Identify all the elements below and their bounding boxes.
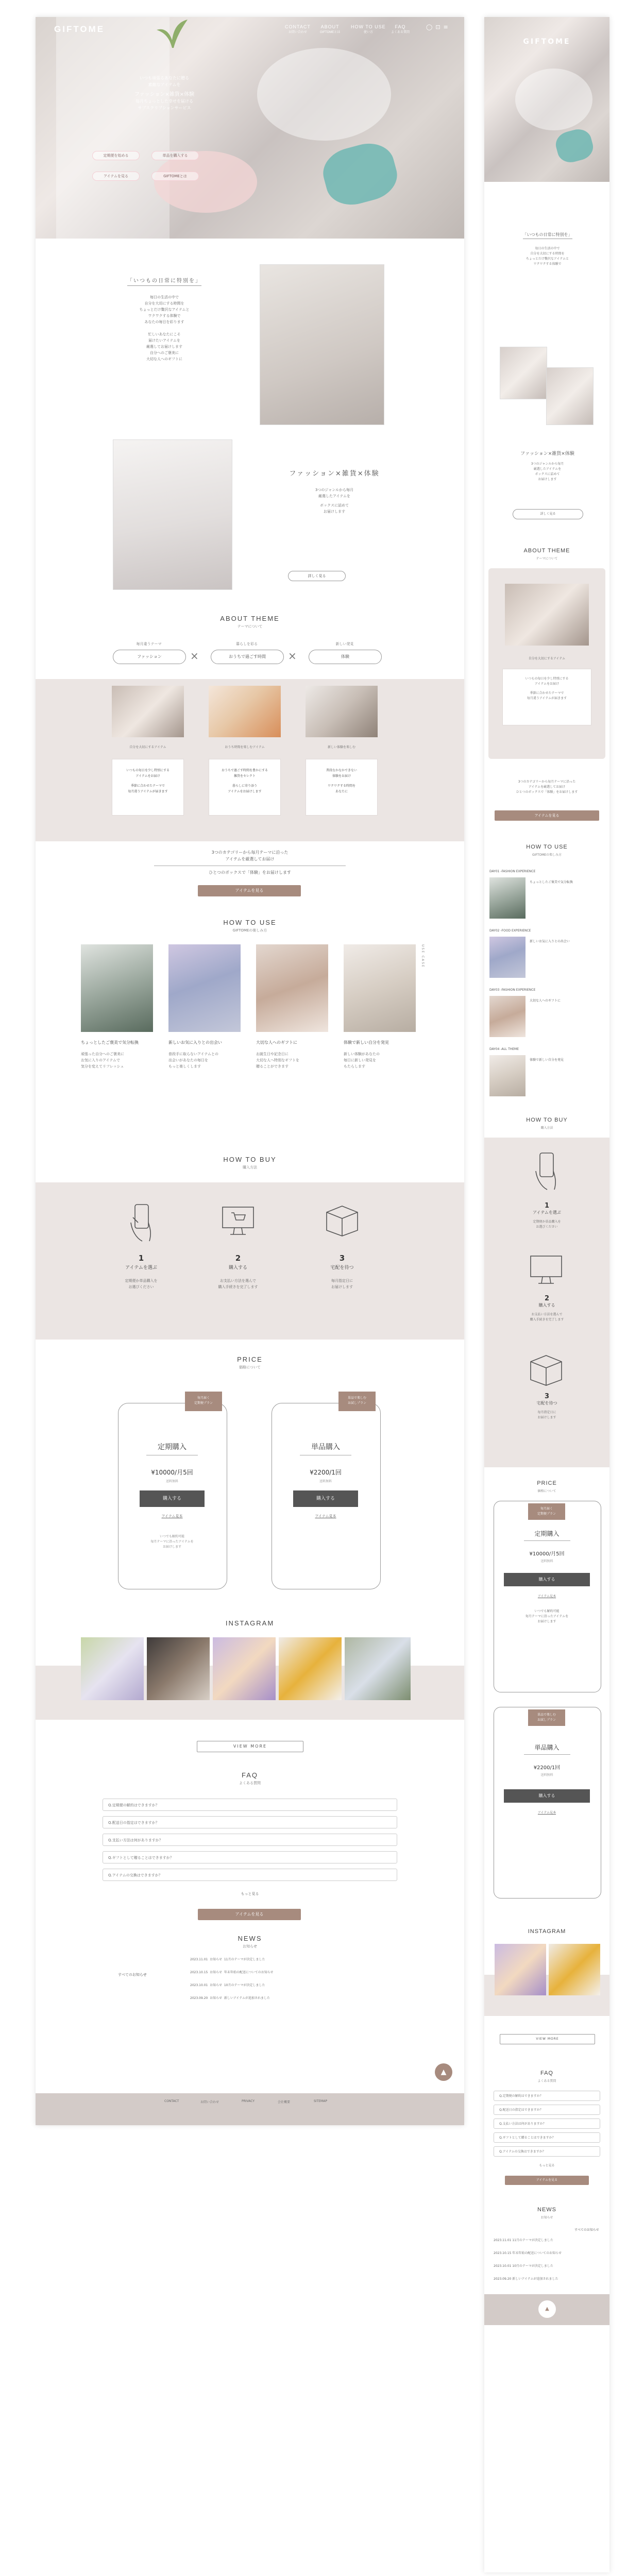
- m-hero-bg: [515, 69, 592, 130]
- arrow-up-icon: ▲: [545, 2306, 549, 2312]
- m-faq-title: FAQ: [540, 2070, 553, 2076]
- footer-link[interactable]: お問い合わせ: [200, 2100, 219, 2104]
- instagram-post[interactable]: [549, 1944, 600, 1995]
- desktop-page: GIFTOME CONTACT お問い合わせ ABOUT GIFTOMEとは HOW TO USE 使い方 FAQ よくある質問 ◯⊡≡ いつも頑張るあなたに贈る 素敵なアイテムを ファッション×雑貨×体験 毎月ちょっとした幸せを届ける サブスクリプションサービス 定期便を始める 単品を購入する アイテムを見る GIFTOMEとは 「いつもの日常に特別を」 毎日の生活の中で 自分を大切にする時間を ちょっとだけ贅沢なアイテムと ワクワクする体験で あなたの毎日を彩ります 忙しいあなたにこそ 届けたいアイテムを 厳選してお届けします 自分へのご褒美に 大切な人へのギフトに ファッション×雑貨×体験 3つのジャンルから毎月 厳選したアイテムを ボックスに詰めて お届けします 詳しく見る ABOUT THEME テーマについて 毎月違うテーマ ファッション × 暮らしを彩る おうちで過ごす時間 × 新しい発見 体験 自分を大切にするアイテム おうち時間を楽しむアイテム 新しい体験を楽しむ いつもの毎日を少し特別にする アイテムをお届け 季節に合わせたテーマで 毎月違うアイテムが届きます おうちで過ごす時間を豊かにする 雑貨をセレクト 暮らしに寄り添う アイテムをお届けします 普段なかなかできない 体験をお届け ワクワクする時間を あなたに 3つのカテゴリーから毎月テーマに沿った アイテムを厳選してお届け ひとつのボックスで「体験」をお届けします アイテムを見る HOW TO USE GIFTOMEの楽しみ方 USE CASE ちょっとしたご褒美で気分転換 頑張った自分へのご褒美に お気に入りのアイテムで 気分を変えてリフレッシュ 新しいお気に入りとの出会い 普段手に取らないアイテムとの 出会いがあなたの毎日を もっと楽しくします 大切な人へのギフトに お誕生日や記念日に 大切な人へ特別なギフトを 贈ることができます 体験で新しい自分を発見 新しい体験があなたの 毎日に新しい発見を もたらします HOW TO BUY 購入方法 1 アイテムを選ぶ 定期便か単品購入を お選びください 2 購入する お支払い方法を選んで 購入手続きを完了します 3 宅配を待つ 毎月指定日に お届けします PRICE 価格について 毎月届く 定期便プラン 定期購入 ¥10000/月5回 送料無料 購入する アイテム見本 いつでも解約可能 毎月テーマに沿ったアイテムを お届けします 単品で楽しむ お試しプラン 単品購入 ¥2200/1回 送料無料 購入する アイテム見本 INSTAGRAM VIEW MORE FAQ よくある質問 Q.定期便の解約はできますか？ Q.配送日の指定はできますか？ Q.支払い方法は何がありますか？ Q.ギフトとして贈ることはできますか？ Q.アイテムの交換はできますか？ もっと見る アイテムを見る NEWS お知らせ すべてのお知らせ 2023.11.01 お知らせ 11月のテーマが決定しました 2023.10.15 お知らせ 年末年始の配送についてのお知らせ 2023.10.01 お知らせ 10月のテーマが決定しました 2023.09.20 お知らせ 新しいアイテムが追加されました ▲ CONTACT お問い合わせ PRIVACY 会社概要 SITEMAP: [36, 17, 464, 2125]
- concept-detail-button[interactable]: 詳しく見る: [288, 571, 346, 581]
- hero-bg-light: [56, 17, 170, 239]
- news-item[interactable]: 2023.10.01 お知らせ 10月のテーマが決定しました: [190, 1984, 265, 1987]
- m-concept: ファッション×雑貨×体験 3つのジャンルから毎月 厳選したアイテムを ボックスに詰めて お届けします: [520, 451, 574, 481]
- news-all-link[interactable]: すべてのお知らせ: [118, 1973, 147, 1977]
- use-case-4: 体験で新しい自分を発見 新しい体験があなたの 毎日に新しい発見を もたらします: [344, 1040, 389, 1069]
- m-how-to-use-title: HOW TO USE: [526, 844, 568, 850]
- theme-pill-experience[interactable]: 体験: [309, 650, 382, 664]
- intro-text: 「いつもの日常に特別を」 毎日の生活の中で 自分を大切にする時間を ちょっとだけ贅沢なアイテムと ワクワクする体験で あなたの毎日を彩ります 忙しいあなたにこそ 届けたいアイテムを 厳選してお届けします 自分へのご褒美に 大切な人へのギフトに: [113, 275, 216, 362]
- m-use-photo: [489, 937, 526, 978]
- cross-icon: ×: [190, 650, 199, 662]
- hero-bg-pink-pillow: [154, 151, 257, 213]
- about-theme-sub: テーマについて: [237, 624, 263, 629]
- plan-buy-button-single[interactable]: 購入する: [293, 1490, 358, 1507]
- faq-title: FAQ: [241, 1771, 258, 1779]
- price-title: PRICE: [237, 1355, 263, 1363]
- m-theme-photo: [505, 584, 589, 646]
- plan-tag-subscription: 毎月届く 定期便プラン: [185, 1392, 222, 1411]
- m-buy-step-1: 1 アイテムを選ぶ 定期便か単品購入を お選びください: [533, 1202, 561, 1229]
- theme-summary: 3つのカテゴリーから毎月テーマに沿った アイテムを厳選してお届け ひとつのボックスで「体験」をお届けします: [154, 849, 346, 876]
- theme-items-button[interactable]: アイテムを見る: [198, 885, 301, 896]
- m-plan-tag: 単品で楽しむ お試しプラン: [528, 1709, 565, 1726]
- faq-item[interactable]: Q.ギフトとして贈ることはできますか？: [103, 1851, 397, 1863]
- m-hero: [484, 17, 609, 182]
- m-theme-summary: 3つのカテゴリーから毎月テーマに沿った アイテムを厳選してお届け ひとつのボックスで「体験」をお届けします: [516, 780, 578, 794]
- nav-about[interactable]: ABOUT GIFTOMEとは: [320, 24, 341, 34]
- m-buy-step-3: 3 宅配を待つ 毎月指定日に お届けします: [536, 1393, 557, 1419]
- m-photo-2: [546, 367, 594, 425]
- hero-single-button[interactable]: 単品を購入する: [151, 151, 199, 160]
- plan-desc-subscription: いつでも解約可能 毎月テーマに沿ったアイテムを お届けします: [150, 1535, 194, 1549]
- use-case-3: 大切な人へのギフトに お誕生日や記念日に 大切な人へ特別なギフトを 贈ることができます: [256, 1040, 299, 1069]
- m-plan-desc: いつでも解約可能 毎月テーマに沿ったアイテムを お届けします: [525, 1609, 569, 1623]
- hero-copy: いつも頑張るあなたに贈る 素敵なアイテムを ファッション×雑貨×体験 毎月ちょっとした幸せを届ける サブスクリプションサービス: [134, 76, 195, 110]
- arrow-up-icon: ▲: [440, 2068, 447, 2076]
- monitor-cart-icon: [220, 1205, 256, 1238]
- nav-contact[interactable]: CONTACT お問い合わせ: [285, 24, 311, 34]
- how-to-use-sub: GIFTOMEの楽しみ方: [232, 928, 267, 933]
- cart-icon[interactable]: ⊡: [435, 24, 444, 30]
- use-photo-3: [256, 944, 328, 1032]
- m-news-title: NEWS: [537, 2207, 556, 2213]
- footer-link[interactable]: CONTACT: [164, 2099, 179, 2103]
- m-plan-info: 定期購入 ¥10000/月5回 送料無料: [494, 1529, 600, 1563]
- mobile-page: GIFTOME 「いつもの日常に特別を」 毎日の生活の中で 自分を大切にする時間を ちょっとだけ贅沢なアイテムと ワクワクする体験で ファッション×雑貨×体験 3つのジャンルから毎月 厳選したアイテムを ボックスに詰めて お届けします 詳しく見る ABOUT THEME テーマについて 自分を大切にするアイテム いつもの毎日を少し特別にする アイテムをお届け 季節に合わせたテーマで 毎月違うアイテムが届きます 3つのカテゴリーから毎月テーマに沿った アイテムを厳選してお届け ひとつのボックスで「体験」をお届けします アイテムを見る HOW TO USE GIFTOMEの楽しみ方 DAY01 -FASHION EXPERIENCE ちょっとしたご褒美で気分転換 DAY02 -FOOD EXPERIENCE 新しいお気に入りとの出会い DAY03 -FASHION EXPERIENCE 大切な人へのギフトに DAY04 -ALL THEME 体験で新しい自分を発見 HOW TO BUY 購入方法 1 アイテムを選ぶ 定期便か単品購入を お選びください 2 購入する お支払い方法を選んで 購入手続きを完了します 3 宅配を待つ 毎月指定日に お届けします PRICE 価格について 毎月届く 定期便プラン 定期購入 ¥10000/月5回 送料無料 購入する アイテム見本 いつでも解約可能 毎月テーマに沿ったアイテムを お届けします 単品で楽しむ お試しプラン 単品購入 ¥2200/1回 送料無料 購入する アイテム見本 INSTAGRAM VIEW MORE FAQ よくある質問 Q.定期便の解約はできますか？ Q.配送日の指定はできますか？ Q.支払い方法は何がありますか？ Q.ギフトとして贈ることはできますか？ Q.アイテムの交換はできますか？ もっと見る アイテムを見る NEWS お知らせ すべてのお知らせ 2023.11.01 11月のテーマが決定しました 2023.10.15 年末年始の配送についてのお知らせ 2023.10.01 10月のテーマが決定しました 2023.09.20 新しいアイテムが追加されました ▲: [484, 17, 609, 2572]
- use-case-side-label: USE CASE: [421, 944, 425, 968]
- instagram-post[interactable]: [147, 1637, 210, 1700]
- m-faq-button[interactable]: アイテムを見る: [505, 2176, 589, 2185]
- faq-item[interactable]: Q.支払い方法は何がありますか？: [103, 1834, 397, 1846]
- page-top-button[interactable]: [435, 2063, 452, 2081]
- hero-subscribe-button[interactable]: 定期便を始める: [92, 151, 140, 160]
- m-photo-1: [500, 347, 547, 399]
- m-news-item[interactable]: 2023.11.01 11月のテーマが決定しました: [494, 2239, 553, 2242]
- m-instagram-view-more[interactable]: VIEW MORE: [500, 2034, 595, 2044]
- footer-link[interactable]: SITEMAP: [314, 2099, 327, 2103]
- about-theme-title: ABOUT THEME: [220, 615, 280, 622]
- faq-item[interactable]: Q.定期便の解約はできますか？: [103, 1799, 397, 1811]
- smartphone-hand-icon: [126, 1202, 157, 1243]
- concept-text: ファッション×雑貨×体験 3つのジャンルから毎月 厳選したアイテムを ボックスに詰めて お届けします: [289, 470, 380, 514]
- price-sub: 価格について: [239, 1365, 261, 1369]
- plan-info-subscription: 定期購入 ¥10000/月5回 送料無料: [118, 1442, 226, 1483]
- theme-card-2: おうちで過ごす時間を豊かにする 雑貨をセレクト 暮らしに寄り添う アイテムをお届けします: [209, 759, 281, 816]
- plant-icon: [154, 17, 190, 48]
- news-title: NEWS: [238, 1935, 262, 1942]
- theme-photo-1: [112, 686, 184, 737]
- m-logo[interactable]: GIFTOME: [523, 38, 571, 46]
- plan-sample-link-single[interactable]: アイテム見本: [315, 1514, 336, 1518]
- concept-photo: [113, 439, 232, 590]
- instagram-title: INSTAGRAM: [225, 1619, 275, 1627]
- m-faq-item[interactable]: Q.配送日の指定はできますか？: [494, 2105, 600, 2115]
- m-plan-info: 単品購入 ¥2200/1回 送料無料: [494, 1743, 600, 1777]
- instagram-post[interactable]: [345, 1637, 411, 1700]
- how-to-use-title: HOW TO USE: [223, 919, 277, 926]
- m-faq-item[interactable]: Q.定期便の解約はできますか？: [494, 2091, 600, 2101]
- m-theme-button[interactable]: アイテムを見る: [495, 810, 599, 821]
- nav-icon-group: [426, 24, 451, 30]
- m-faq-item[interactable]: Q.ギフトとして贈ることはできますか？: [494, 2132, 600, 2143]
- smartphone-hand-icon: [531, 1150, 562, 1192]
- m-concept-button[interactable]: 詳しく見る: [513, 509, 583, 519]
- package-box-icon: [526, 1351, 567, 1387]
- m-news-item[interactable]: 2023.09.20 新しいアイテムが追加されました: [494, 2277, 558, 2281]
- theme-card-3: 普段なかなかできない 体験をお届け ワクワクする時間を あなたに: [306, 759, 378, 816]
- how-to-buy-sub: 購入方法: [243, 1165, 257, 1170]
- m-buy-step-2: 2 購入する お支払い方法を選んで 購入手続きを完了します: [530, 1295, 564, 1321]
- m-use-photo: [489, 1055, 526, 1096]
- m-theme-card: いつもの毎日を少し特別にする アイテムをお届け 季節に合わせたテーマで 毎月違うアイテムが届きます: [502, 669, 591, 725]
- m-plan-tag: 毎月届く 定期便プラン: [528, 1503, 565, 1520]
- nav-faq[interactable]: FAQ よくある質問: [391, 24, 410, 34]
- how-to-buy-title: HOW TO BUY: [223, 1156, 277, 1163]
- m-footer: [484, 2294, 609, 2325]
- instagram-post[interactable]: [279, 1637, 342, 1700]
- m-about-title: ABOUT THEME: [523, 548, 570, 554]
- faq-sub: よくある質問: [239, 1781, 261, 1785]
- hero-about-button[interactable]: GIFTOMEとは: [151, 172, 199, 181]
- m-page-top-button[interactable]: [538, 2300, 556, 2318]
- news-item[interactable]: 2023.11.01 お知らせ 11月のテーマが決定しました: [190, 1958, 265, 1961]
- user-icon[interactable]: ◯: [426, 24, 436, 30]
- theme-photo-3: [306, 686, 378, 737]
- use-photo-4: [344, 944, 416, 1032]
- plan-info-single: 単品購入 ¥2200/1回 送料無料: [272, 1442, 380, 1483]
- faq-item[interactable]: Q.アイテムの交換はできますか？: [103, 1869, 397, 1881]
- theme-card-1: いつもの毎日を少し特別にする アイテムをお届け 季節に合わせたテーマで 毎月違うアイテムが届きます: [112, 759, 184, 816]
- plan-sample-link-subscription[interactable]: アイテム見本: [161, 1514, 183, 1518]
- site-logo[interactable]: GIFTOME: [54, 24, 105, 34]
- use-photo-2: [168, 944, 241, 1032]
- m-how-to-buy-title: HOW TO BUY: [526, 1117, 568, 1123]
- faq-items-button[interactable]: アイテムを見る: [198, 1909, 301, 1920]
- plan-buy-button-subscription[interactable]: 購入する: [140, 1490, 205, 1507]
- m-plan-buy-button[interactable]: 購入する: [504, 1573, 590, 1586]
- buy-step-1: 1 アイテムを選ぶ 定期便か単品購入を お選びください: [125, 1253, 158, 1289]
- m-price-title: PRICE: [537, 1480, 557, 1486]
- theme-pill-home[interactable]: おうちで過ごす時間: [211, 650, 284, 664]
- package-box-icon: [321, 1202, 363, 1238]
- theme-photo-2: [209, 686, 281, 737]
- hero-bg-teal-pillow: [318, 138, 402, 211]
- buy-step-2: 2 購入する お支払い方法を選んで 購入手続きを完了します: [218, 1253, 258, 1289]
- faq-more-link[interactable]: もっと見る: [241, 1892, 259, 1896]
- m-faq-item[interactable]: Q.アイテムの交換はできますか？: [494, 2146, 600, 2157]
- m-use-photo: [489, 996, 526, 1037]
- instagram-post[interactable]: [495, 1944, 546, 1995]
- faq-item[interactable]: Q.配送日の指定はできますか？: [103, 1816, 397, 1828]
- news-sub: お知らせ: [243, 1944, 257, 1948]
- menu-icon[interactable]: ≡: [443, 24, 451, 30]
- instagram-post[interactable]: [213, 1637, 276, 1700]
- m-hero-teal: [553, 126, 596, 165]
- intro-photo: [260, 264, 384, 425]
- instagram-post[interactable]: [81, 1637, 144, 1700]
- use-photo-1: [81, 944, 153, 1032]
- use-case-2: 新しいお気に入りとの出会い 普段手に取らないアイテムとの 出会いがあなたの毎日を もっと楽しくします: [168, 1040, 222, 1069]
- m-plan-card-single: [494, 1707, 601, 1899]
- nav-how-to-use[interactable]: HOW TO USE 使い方: [351, 24, 386, 34]
- m-instagram-title: INSTAGRAM: [528, 1928, 566, 1935]
- m-intro: 「いつもの日常に特別を」 毎日の生活の中で 自分を大切にする時間を ちょっとだけ贅沢なアイテムと ワクワクする体験で: [522, 232, 572, 266]
- hero-section: [36, 17, 464, 239]
- m-news-item[interactable]: 2023.10.15 年末年始の配送についてのお知らせ: [494, 2251, 562, 2255]
- hero-bg-pillow: [257, 48, 391, 141]
- monitor-cart-icon: [528, 1253, 564, 1287]
- theme-pill-fashion[interactable]: ファッション: [113, 650, 186, 664]
- instagram-view-more-button[interactable]: VIEW MORE: [197, 1741, 303, 1752]
- m-plan-buy-button[interactable]: 購入する: [504, 1789, 590, 1803]
- m-faq-item[interactable]: Q.支払い方法は何がありますか？: [494, 2119, 600, 2129]
- plan-tag-single: 単品で楽しむ お試しプラン: [338, 1392, 376, 1411]
- news-item[interactable]: 2023.10.15 お知らせ 年末年始の配送についてのお知らせ: [190, 1971, 274, 1974]
- m-news-item[interactable]: 2023.10.01 10月のテーマが決定しました: [494, 2264, 553, 2268]
- instagram-grid: [81, 1637, 411, 1700]
- footer: [36, 2093, 464, 2125]
- cross-icon: ×: [288, 650, 297, 662]
- m-use-photo: [489, 877, 526, 919]
- footer-link[interactable]: 会社概要: [278, 2100, 291, 2104]
- hero-items-button[interactable]: アイテムを見る: [92, 172, 140, 181]
- buy-step-3: 3 宅配を待つ 毎月指定日に お届けします: [330, 1253, 354, 1289]
- news-item[interactable]: 2023.09.20 お知らせ 新しいアイテムが追加されました: [190, 1996, 270, 2000]
- footer-link[interactable]: PRIVACY: [242, 2099, 255, 2103]
- use-case-1: ちょっとしたご褒美で気分転換 頑張った自分へのご褒美に お気に入りのアイテムで 気分を変えてリフレッシュ: [81, 1040, 139, 1069]
